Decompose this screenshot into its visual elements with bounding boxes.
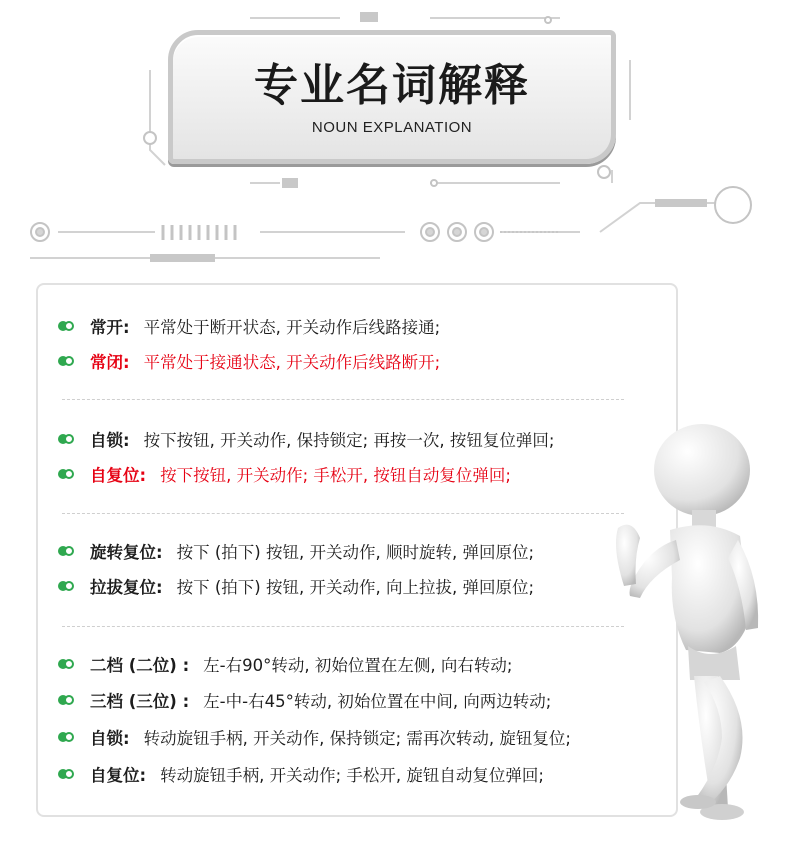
- mascot-figure: [600, 418, 790, 838]
- definition-row-pull-reset: [58, 571, 534, 601]
- term-description: 平常处于断开状态, 开关动作后线路接通;: [143, 318, 441, 337]
- definition-row-self-reset: [58, 459, 511, 489]
- term-description: 平常处于接通状态, 开关动作后线路断开;: [143, 353, 441, 372]
- green-bullet-icon: [58, 355, 80, 367]
- title-banner: [168, 30, 616, 164]
- term-description: 按下按钮, 开关动作; 手松开, 按钮自动复位弹回;: [160, 466, 511, 485]
- definition-row-three-position: [58, 685, 551, 715]
- term-description: 按下 (拍下) 按钮, 开关动作, 向上拉拔, 弹回原位;: [176, 578, 535, 597]
- term-label: 常开:: [90, 318, 130, 337]
- term-description: 转动旋钮手柄, 开关动作, 保持锁定; 需再次转动, 旋钮复位;: [143, 729, 571, 748]
- term-description: 按下 (拍下) 按钮, 开关动作, 顺时旋转, 弹回原位;: [176, 543, 535, 562]
- term-label: 自复位:: [90, 766, 147, 785]
- term-description: 左-中-右45°转动, 初始位置在中间, 向两边转动;: [203, 692, 552, 711]
- green-bullet-icon: [58, 658, 80, 670]
- green-bullet-icon: [58, 545, 80, 557]
- term-label: 拉拔复位:: [90, 578, 163, 597]
- term-description: 左-右90°转动, 初始位置在左侧, 向右转动;: [203, 656, 513, 675]
- green-bullet-icon: [58, 731, 80, 743]
- green-bullet-icon: [58, 580, 80, 592]
- section-divider: [62, 399, 624, 400]
- green-bullet-icon: [58, 768, 80, 780]
- definition-row-knob-lock: [58, 722, 571, 752]
- page-title: 专业名词解释: [254, 60, 530, 111]
- term-label: 自复位:: [90, 466, 147, 485]
- definition-row-two-position: [58, 649, 512, 679]
- definition-row-rotate-reset: [58, 536, 534, 566]
- term-label: 二档 (二位) :: [90, 656, 190, 675]
- term-label: 旋转复位:: [90, 543, 163, 562]
- definition-row-self-lock: [58, 424, 554, 454]
- definition-row-knob-reset: [58, 759, 544, 789]
- green-bullet-icon: [58, 694, 80, 706]
- definition-row-normally-open: [58, 311, 440, 341]
- term-label: 常闭:: [90, 353, 130, 372]
- term-description: 转动旋钮手柄, 开关动作; 手松开, 旋钮自动复位弹回;: [160, 766, 544, 785]
- section-divider: [62, 626, 624, 627]
- green-bullet-icon: [58, 320, 80, 332]
- green-bullet-icon: [58, 433, 80, 445]
- term-label: 自锁:: [90, 431, 130, 450]
- section-divider: [62, 513, 624, 514]
- green-bullet-icon: [58, 468, 80, 480]
- term-label: 自锁:: [90, 729, 130, 748]
- term-description: 按下按钮, 开关动作, 保持锁定; 再按一次, 按钮复位弹回;: [143, 431, 555, 450]
- page-subtitle: NOUN EXPLANATION: [311, 119, 473, 136]
- term-label: 三档 (三位) :: [90, 692, 190, 711]
- definition-row-normally-closed: [58, 346, 440, 376]
